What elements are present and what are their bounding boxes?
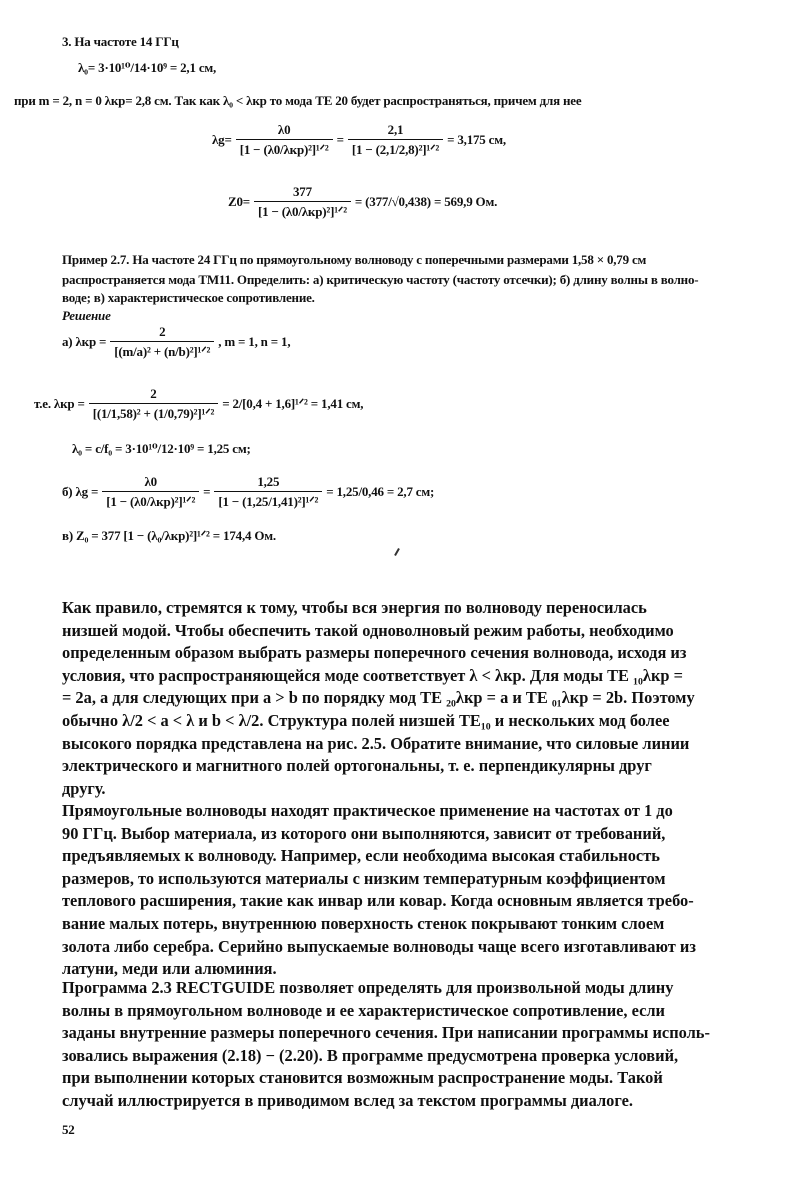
text-line: электрического и магнитного полей ортогональны, т. е. перпендикулярны друг	[62, 756, 652, 776]
mode-condition-line: при m = 2, n = 0 λкр= 2,8 см. Так как λ₀ < λкр то мода TE 20 будет распространяться, причем для нее	[14, 93, 582, 108]
b-fraction-2	[214, 474, 322, 510]
scan-mark	[394, 548, 400, 556]
b-num-2: 1,25	[257, 474, 280, 489]
te-fraction	[89, 386, 219, 422]
lg-fraction-1	[236, 122, 333, 158]
solution-label: Решение	[62, 308, 111, 323]
lg-fraction-2	[348, 122, 443, 158]
b-num-1: λ0	[144, 474, 157, 489]
text-line: размеров, то используются материалы с низким температурным коэффициентом	[62, 868, 666, 888]
z-den: [1 − (λ0/λкр)²]¹ᐟ²	[254, 201, 351, 220]
b-tail: = 1,25/0,46 = 2,7 см;	[326, 484, 435, 499]
z-fraction	[254, 184, 351, 220]
formula-z0	[228, 184, 497, 220]
page-number: 52	[62, 1122, 75, 1137]
lg-den-2: [1 − (2,1/2,8)²]¹ᐟ²	[348, 139, 443, 158]
lg-num-1: λ0	[277, 122, 291, 137]
formula-v: в) Z₀ = 377 [1 − (λ₀/λкр)²]¹ᐟ² = 174,4 Ом.	[62, 528, 276, 543]
te-tail: = 2/[0,4 + 1,6]¹ᐟ² = 1,41 см,	[222, 396, 364, 411]
item-3-heading: 3. На частоте 14 ГГц	[62, 34, 179, 49]
text-line: вание малых потерь, внутреннюю поверхность стенок покрывают тонким слоем	[62, 913, 665, 933]
a-num: 2	[159, 324, 166, 339]
text-line: условия, что распространяющейся моде соответствует λ < λкр. Для моды TE ₁₀λкр =	[62, 665, 683, 685]
text-line: при выполнении которых становится возможным распространение моды. Такой	[62, 1068, 663, 1088]
formula-l0: λ₀ = c/f₀ = 3·10¹⁰/12·10⁹ = 1,25 см;	[72, 441, 251, 456]
text-line: латуни, меди или алюминия.	[62, 959, 277, 979]
b-lhs: б) λg =	[62, 484, 99, 499]
text-line: = 2a, а для следующих при a > b по порядку мод TE ₂₀λкр = a и TE ₀₁λкр = 2b. Поэтому	[62, 688, 695, 708]
te-num: 2	[150, 386, 157, 401]
example-line-1	[62, 252, 646, 268]
formula-te	[34, 386, 363, 422]
text-line: 90 ГГц. Выбор материала, из которого они выполняются, зависит от требований,	[62, 823, 666, 843]
formula-a	[62, 324, 290, 360]
text-line: предъявляемых к волноводу. Например, если необходима высокая стабильность	[62, 846, 660, 866]
text-line: заданы внутренние размеры поперечного сечения. При написании программы исполь-	[62, 1023, 710, 1043]
text-line: зовались выражения (2.18) − (2.20). В программе предусмотрена проверка условий,	[62, 1045, 679, 1065]
text-line: золота либо серебра. Серийно выпускаемые волноводы чаще всего изготавливают из	[62, 936, 696, 956]
lg-result: = 3,175 см,	[447, 132, 506, 147]
text-line: Программа 2.3 RECTGUIDE позволяет определять для произвольной моды длину	[62, 978, 674, 997]
b-den-2: [1 − (1,25/1,41)²]¹ᐟ²	[214, 491, 322, 510]
a-lhs: а) λкр =	[62, 334, 107, 349]
text-line: высокого порядка представлена на рис. 2.5. Обратите внимание, что силовые линии	[62, 733, 690, 753]
example-title: Пример 2.7.	[62, 252, 130, 267]
lg-num-2: 2,1	[387, 122, 404, 137]
text-line: теплового расширения, такие как инвар или ковар. Когда основным является требо-	[62, 891, 694, 911]
text-line: Прямоугольные волноводы находят практическое применение на частотах от 1 до	[62, 801, 673, 820]
paragraph-3	[62, 977, 758, 1113]
z-lhs: Z0=	[228, 194, 250, 209]
text-line: волны в прямоугольном волноводе и ее характеристическое сопротивление, если	[62, 1000, 666, 1020]
text-line: Как правило, стремятся к тому, чтобы вся энергия по волноводу переносилась	[62, 598, 647, 617]
text-line: обычно λ/2 < a < λ и b < λ/2. Структура полей низшей TE₁₀ и нескольких мод более	[62, 710, 670, 730]
text-line: определенным образом выбрать размеры поперечного сечения волновода, исходя из	[62, 643, 687, 663]
example-text-1: На частоте 24 ГГц по прямоугольному волноводу с поперечными размерами 1,58 × 0,79 см	[132, 252, 647, 267]
lg-den-1: [1 − (λ0/λкр)²]¹ᐟ²	[236, 139, 333, 158]
a-fraction	[110, 324, 214, 360]
b-den-1: [1 − (λ0/λкр)²]¹ᐟ²	[102, 491, 199, 510]
formula-b: б) λg = $\frac{\lambda 0}{\text{[1 − (λ0/λкр)²]¹ᐟ²}}$ = $\frac{1,25}{\text{[1 − (1,25/1,41)²]¹ᐟ²}}$ = 1,25/0,46 = 2,7 см;	[62, 474, 435, 509]
text-line: другу.	[62, 778, 106, 798]
paragraph-2	[62, 800, 758, 981]
paragraph-1	[62, 597, 758, 800]
te-lhs: т.е. λкр =	[34, 396, 85, 411]
example-text-3: воде; в) характеристическое сопротивление.	[62, 290, 315, 305]
text-line: низшей модой. Чтобы обеспечить такой одноволновый режим работы, необходимо	[62, 620, 674, 640]
formula-lambda-g: λg= $\frac{\lambda 0}{\text{[1 − (λ0/λкр)²]¹ᐟ²}}$ = $\frac{2,1}{\text{[1 − (2,1/2,8)²]¹ᐟ²}}$ = 3,175 см,	[212, 122, 506, 157]
b-fraction-1	[102, 474, 199, 510]
z-result: = (377/√0,438) = 569,9 Ом.	[354, 194, 498, 209]
text-line: случай иллюстрируется в приводимом вслед за текстом программы диалоге.	[62, 1090, 633, 1110]
a-tail: , m = 1, n = 1,	[218, 334, 291, 349]
te-den: [(1/1,58)² + (1/0,79)²]¹ᐟ²	[89, 403, 219, 422]
z-num: 377	[293, 184, 312, 199]
a-den: [(m/a)² + (n/b)²]¹ᐟ²	[110, 341, 214, 360]
formula-lambda0-14ghz: λ₀= 3·10¹⁰/14·10⁹ = 2,1 см,	[78, 60, 217, 75]
example-text-2: распространяется мода TM11. Определить: а) критическую частоту (частоту отсечки); б) длину волны в волно-	[62, 272, 699, 287]
lg-lhs: λg=	[212, 132, 232, 147]
